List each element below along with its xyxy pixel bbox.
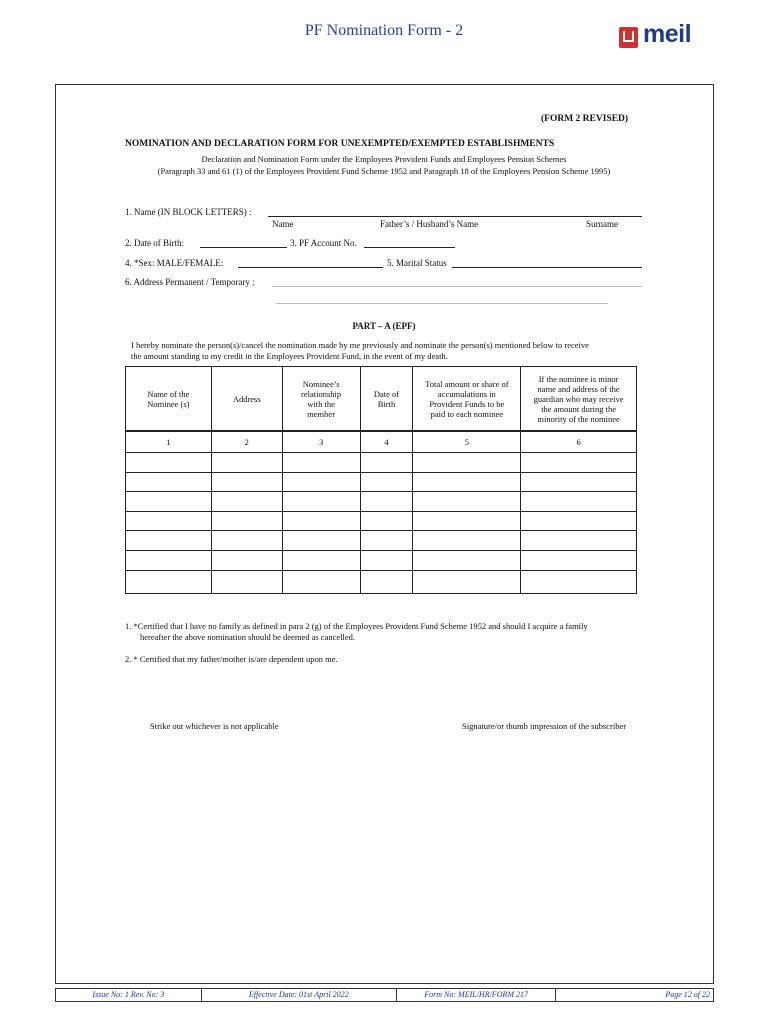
table-cell[interactable] [126,570,212,593]
table-cell[interactable] [413,570,521,593]
table-cell[interactable] [126,531,212,551]
table-row [126,472,637,492]
table-cell[interactable] [360,531,413,551]
table-cell[interactable] [360,550,413,570]
company-logo [619,20,709,52]
column-number: 5 [413,431,521,453]
table-cell[interactable] [521,453,637,473]
column-number: 2 [211,431,282,453]
name-field[interactable] [268,216,642,217]
table-cell[interactable] [360,472,413,492]
form-heading: NOMINATION AND DECLARATION FORM FOR UNEXEMPTED/EXEMPTED ESTABLISHMENTS [125,139,555,149]
table-cell[interactable] [360,511,413,531]
table-cell[interactable] [282,531,360,551]
footer-effective-date: Effective Date: 01st April 2022 [202,989,397,1001]
surname-sub-label: Surname [586,219,618,229]
address-field-line-2[interactable] [276,303,608,304]
table-cell[interactable] [413,550,521,570]
marital-status-field[interactable] [452,267,642,268]
header-address: Address [211,367,282,432]
table-row [126,492,637,512]
address-label: 6. Address Permanent / Temporary : [125,277,255,287]
certification-2: 2. * Certified that my father/mother is/are dependent upon me. [125,654,338,664]
footer-form-no: Form No: MEIL/HR/FORM 217 [397,989,557,1001]
table-cell[interactable] [413,511,521,531]
table-cell[interactable] [521,511,637,531]
part-a-title: PART – A (EPF) [352,321,416,331]
name-label: 1. Name (IN BLOCK LETTERS) : [125,207,252,217]
column-number: 6 [521,431,637,453]
table-cell[interactable] [521,472,637,492]
pf-account-label: 3. PF Account No. [290,238,357,248]
address-field-line-1[interactable] [272,286,642,287]
table-cell[interactable] [413,472,521,492]
strike-out-note: Strike out whichever is not applicable [150,721,279,731]
name-sub-label: Name [272,219,294,229]
table-cell[interactable] [521,492,637,512]
table-cell[interactable] [282,570,360,593]
table-row [126,550,637,570]
column-number: 3 [282,431,360,453]
certification-1-line-2: hereafter the above nomination should be deemed as cancelled. [140,632,356,642]
column-number: 4 [360,431,413,453]
page-title: PF Nomination Form - 2 [304,22,464,39]
table-cell[interactable] [282,472,360,492]
form-subheading: Declaration and Nomination Form under the Employees Provident Funds and Employees Pension Schemes [201,154,567,164]
table-cell[interactable] [521,531,637,551]
table-cell[interactable] [282,550,360,570]
table-cell[interactable] [126,492,212,512]
intro-line-2: the amount standing to my credit in the Employees Provident Fund, in the event of my death. [131,351,448,361]
table-cell[interactable] [126,472,212,492]
table-row [126,453,637,473]
header-relationship: Nominee’s relationship with the member [282,367,360,432]
table-cell[interactable] [360,453,413,473]
table-cell[interactable] [282,511,360,531]
table-cell[interactable] [413,453,521,473]
table-cell[interactable] [211,453,282,473]
table-cell[interactable] [360,492,413,512]
table-cell[interactable] [211,492,282,512]
sex-label: 4. *Sex: MALE/FEMALE: [125,258,224,268]
header-nominee-name: Name of the Nominee (s) [126,367,212,432]
dob-field[interactable] [200,247,287,248]
table-cell[interactable] [521,570,637,593]
column-number: 1 [126,431,212,453]
table-cell[interactable] [211,531,282,551]
footer-page-number: Page 12 of 22 [665,990,710,999]
table-cell[interactable] [211,550,282,570]
table-row [126,570,637,593]
intro-line-1: I hereby nominate the person(s)/cancel the nomination made by me previously and nominate the person(s) mentioned below to receive [131,340,589,350]
sex-field[interactable] [238,267,383,268]
certification-1-line-1: 1. *Certified that I have no family as defined in para 2 (g) of the Employees Provident Fund Scheme 1952 and should I acquire a family [125,621,588,631]
table-cell[interactable] [211,570,282,593]
table-row [126,531,637,551]
logo-text: meil [643,20,692,48]
marital-status-label: 5. Marital Status [387,258,447,268]
header-share-amount: Total amount or share of accumulations in Provident Funds to be paid to each nominee [413,367,521,432]
table-cell[interactable] [282,492,360,512]
nominee-table [125,366,637,594]
table-cell[interactable] [126,511,212,531]
pf-account-field[interactable] [364,247,455,248]
table-row [126,511,637,531]
table-cell[interactable] [521,550,637,570]
father-name-sub-label: Father’s / Husband’s Name [380,219,479,229]
table-cell[interactable] [211,511,282,531]
table-cell[interactable] [282,453,360,473]
footer-issue: Issue No: 1 Rev. No: 3 [56,989,202,1001]
document-footer [55,988,714,1002]
header-guardian: If the nominee is minor name and address of the guardian who may receive the amount during the minority of the nominee [521,367,637,432]
table-cell[interactable] [413,492,521,512]
paragraph-reference: (Paragraph 33 and 61 (1) of the Employees Provident Fund Scheme 1952 and Paragraph 18 of the Employees Pension Scheme 1995) [157,166,611,176]
meil-logo-icon [619,27,638,48]
table-cell[interactable] [360,570,413,593]
signature-label: Signature/or thumb impression of the subscriber [462,721,627,731]
table-cell[interactable] [126,550,212,570]
table-cell[interactable] [126,453,212,473]
table-cell[interactable] [211,472,282,492]
table-cell[interactable] [413,531,521,551]
form-ref: (FORM 2 REVISED) [541,114,629,124]
dob-label: 2. Date of Birth: [125,238,184,248]
header-date-of-birth: Date of Birth [360,367,413,432]
